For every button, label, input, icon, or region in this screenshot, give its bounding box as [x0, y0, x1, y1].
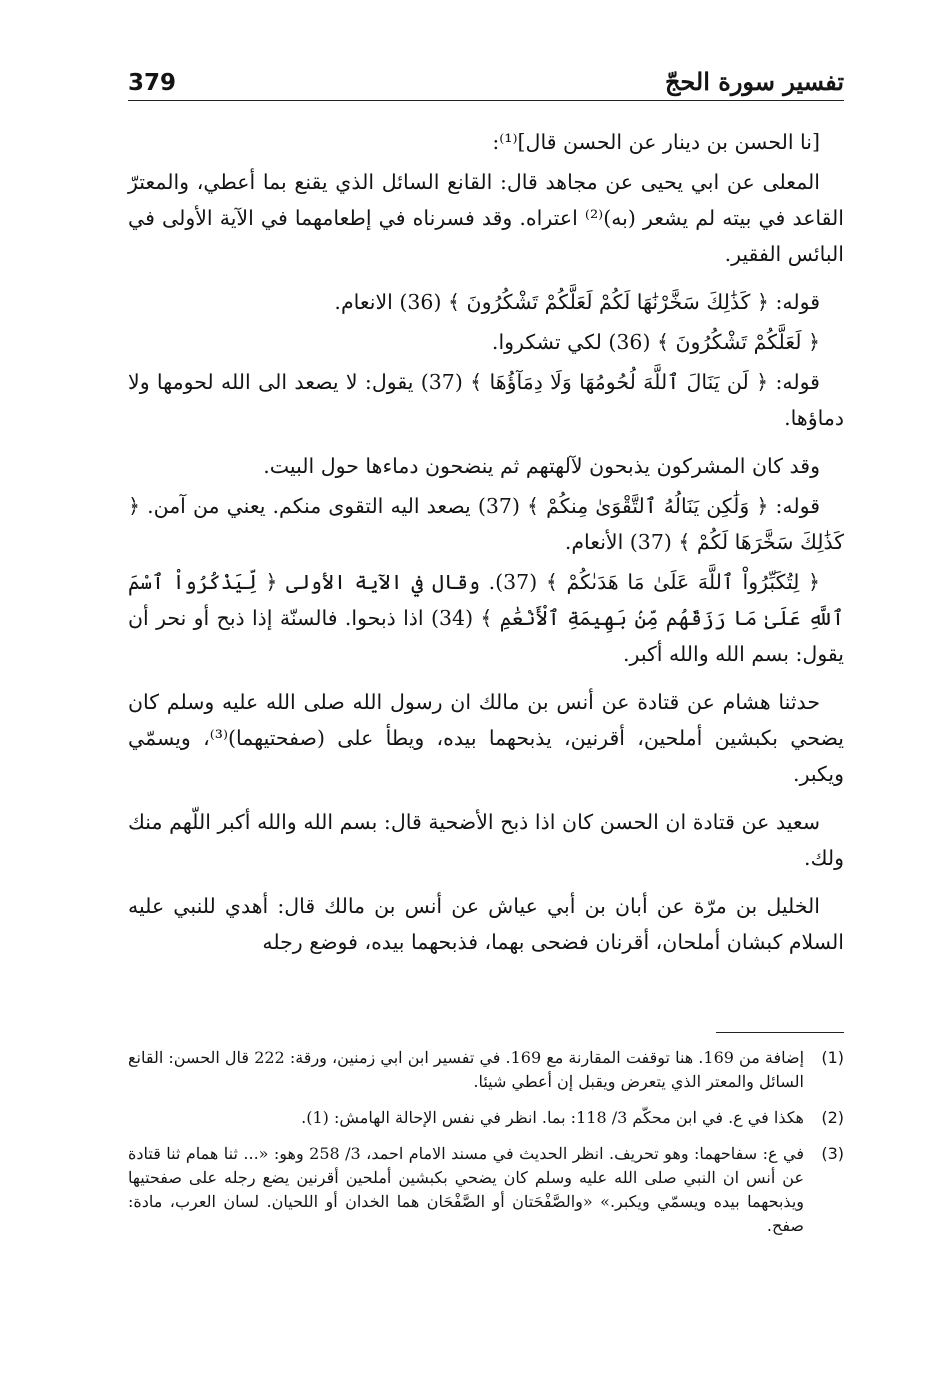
footnotes	[128, 1046, 844, 1250]
footnote-text: هكذا في ع. في ابن محكّم 3/ 118: بما. انظر في نفس الإحالة الهامش: (1).	[301, 1108, 804, 1127]
footnote-text: إضافة من 169. هنا توقفت المقارنة مع 169. في تفسير ابن ابي زمنين، ورقة: 222 قال الحسن: القانع السائل والمعتر الذي يتعرض ويقبل إن أعطي شيئا.	[128, 1048, 805, 1091]
paragraph: ﴿ لَعَلَّكُمْ تَشْكُرُونَ ﴾ (36) لكي تشكروا.	[491, 330, 820, 354]
paragraph: الخليل بن مرّة عن أبان بن أبي عياش عن أنس بن مالك قال: أهدي للنبي عليه السلام كبشان أملحان، أقرنان فضحى بهما، فذبحهما بيده، فوضع رجله	[128, 894, 844, 954]
paragraph: سعيد عن قتادة ان الحسن كان اذا ذبح الأضحية قال: بسم الله والله أكبر اللّهم منك ولك.	[128, 810, 844, 870]
footnote	[128, 1046, 844, 1094]
page-header	[128, 62, 844, 96]
paragraph: وقد كان المشركون يذبحون لآلهتهم ثم ينضحون دماءها حول البيت.	[263, 454, 820, 478]
paragraph: حدثنا هشام عن قتادة عن أنس بن مالك ان رسول الله صلى الله عليه وسلم كان يضحي بكبشين أملحين، أقرنين، يذبحهما بيده، ويطأ على (صفحتيهما)⁽³⁾، ويسمّي ويكبر.	[128, 690, 844, 786]
footnote-number: (1)	[821, 1048, 844, 1067]
page-number: 379	[128, 70, 177, 96]
header-rule	[128, 100, 844, 101]
paragraph: قوله: ﴿ كَذَٰلِكَ سَخَّرْنَٰهَا لَكُمْ لَعَلَّكُمْ تَشْكُرُونَ ﴾ (36) الانعام.	[334, 290, 820, 314]
paragraph: [نا الحسن بن دينار عن الحسن قال]⁽¹⁾:	[492, 130, 820, 154]
paragraph: قوله: ﴿ لَن يَنَالَ ٱللَّهَ لُحُومُهَا وَلَا دِمَآؤُهَا ﴾ (37) يقول: لا يصعد الى الله لحومها ولا دماؤها.	[128, 370, 844, 430]
footnote-number: (3)	[821, 1144, 844, 1163]
footnote-number: (2)	[821, 1108, 844, 1127]
paragraph: ﴿ لِتُكَبِّرُواْ ٱللَّهَ عَلَىٰ مَا هَدَىٰكُمْ ﴾ (37). وقال في الآية الأولى ﴿ لِّيَذْكُرُواْ ٱسْمَ ٱللَّهِ عَلَىٰ مَا رَزَقَهُم مِّنۢ بَهِيمَةِ ٱلْأَنْعَٰمِ ﴾ (34) اذا ذبحوا. فالسنّة إذا ذبح أو نحر أن يقول: بسم الله والله أكبر.	[128, 570, 844, 666]
paragraph: المعلى عن ابي يحيى عن مجاهد قال: القانع السائل الذي يقنع بما أعطي، والمعترّ القاعد في بيته لم يشعر (به)⁽²⁾ اعتراه. وقد فسرناه في إطعامهما في الآية الأولى في البائس الفقير.	[128, 170, 844, 266]
footnote	[128, 1106, 844, 1130]
footnote-separator	[716, 1032, 844, 1033]
paragraph: قوله: ﴿ وَلَٰكِن يَنَالُهُ ٱلتَّقْوَىٰ مِنكُمْ ﴾ (37) يصعد اليه التقوى منكم. يعني من آمن. ﴿ كَذَٰلِكَ سَخَّرَهَا لَكُمْ ﴾ (37) الأنعام.	[128, 494, 844, 554]
footnote-text: في ع: سفاحهما: وهو تحريف. انظر الحديث في مسند الامام احمد، 3/ 258 وهو: «... ثنا همام ثنا قتادة عن أنس ان النبي صلى الله عليه وسلم كان يضحي بكبشين أملحين أقرنين يضع رجله على صفحتيها ويذبحهما بيده ويسمّي ويكبر.» «والصَّفْحَتان أو الصَّفْحَان هما الخدان أو اللحيان. لسان العرب، مادة: صفح.	[128, 1144, 804, 1235]
running-title: تفسير سورة الحجّ	[664, 67, 844, 96]
main-text	[128, 124, 844, 972]
footnote	[128, 1142, 844, 1238]
